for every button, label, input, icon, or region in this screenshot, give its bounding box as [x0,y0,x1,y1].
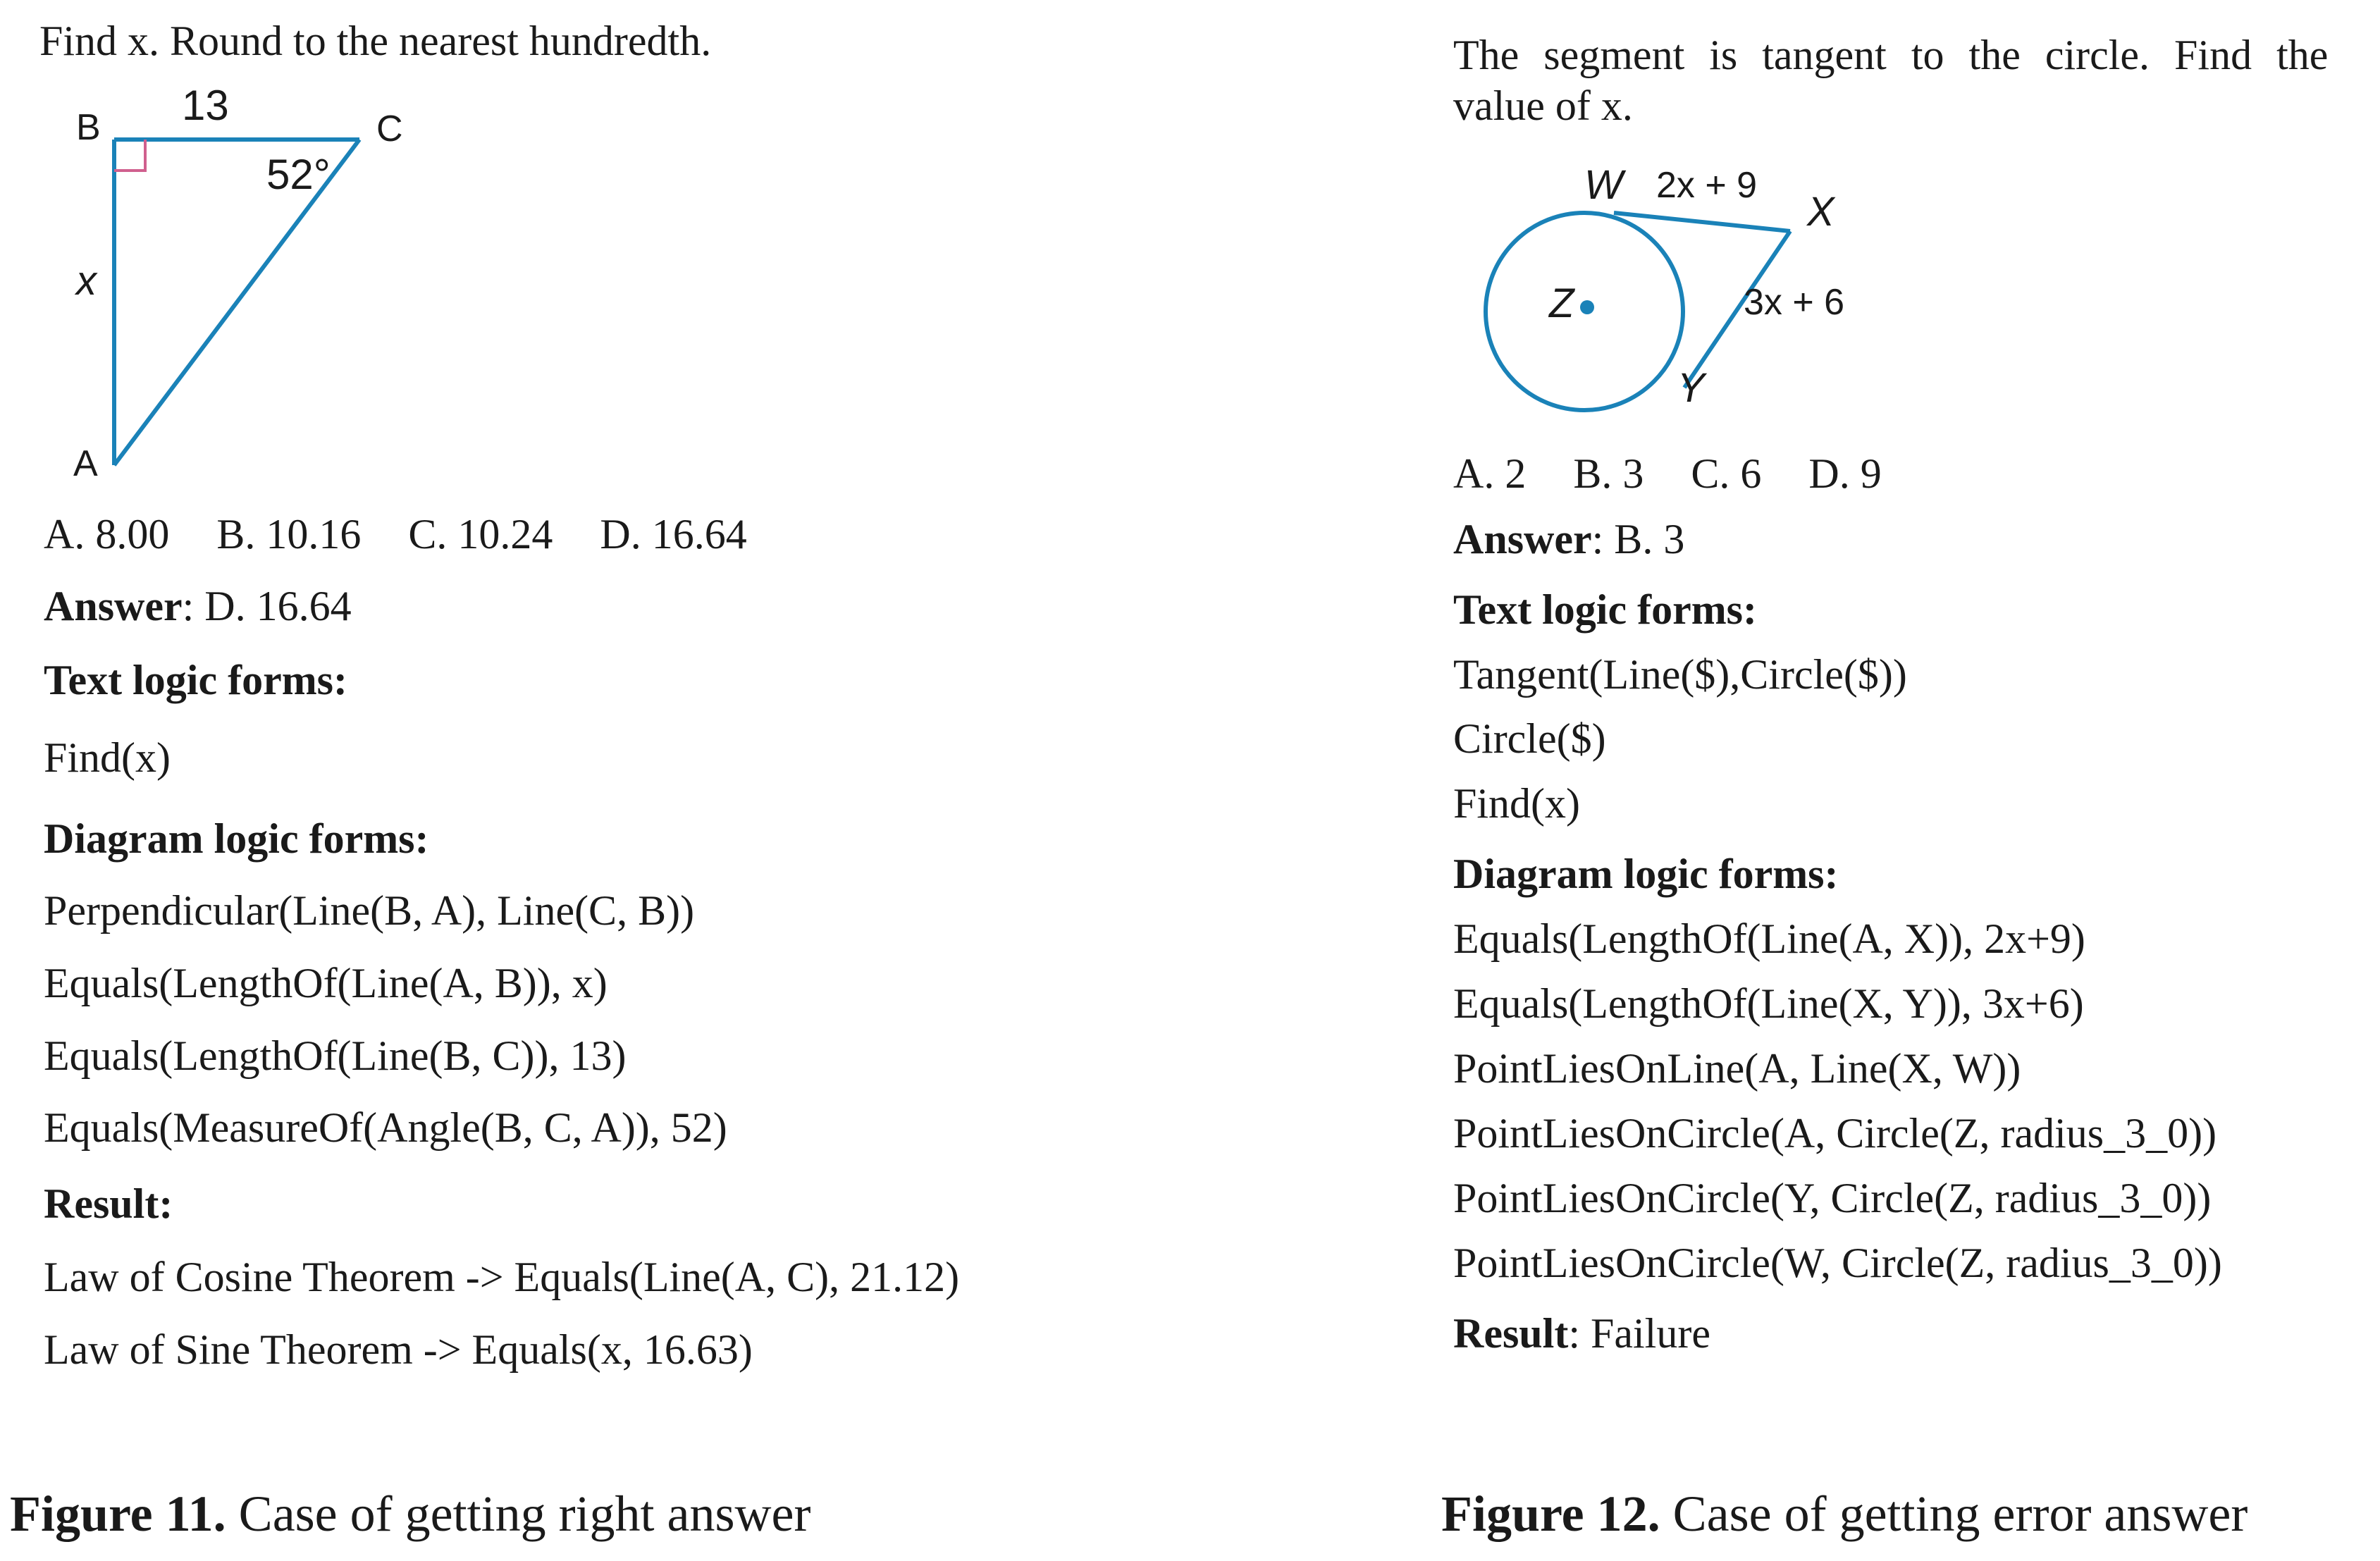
right-diagram-logic-line: Equals(LengthOf(Line(X, Y)), 3x+6) [1453,980,2084,1027]
figure-12-caption [1441,1486,2248,1542]
label-x: X [1807,189,1835,235]
choice-c: C. 10.24 [408,511,553,557]
label-w: W [1584,162,1623,208]
choice-d: D. 9 [1808,450,1882,497]
right-angle-marker [114,140,145,171]
answer-value: : B. 3 [1591,516,1685,562]
right-choices [1453,452,1882,495]
caption-text: Case of getting error answer [1660,1486,2248,1542]
result-heading: Result [1453,1310,1569,1357]
right-diagram-logic-line: Equals(LengthOf(Line(A, X)), 2x+9) [1453,915,2085,962]
label-side-ab: x [76,258,97,304]
right-result [1453,1312,1710,1355]
choice-d: D. 16.64 [600,511,747,557]
left-answer [44,585,352,627]
right-answer [1453,518,1684,560]
choice-a: A. 2 [1453,450,1527,497]
label-side-bc: 13 [182,85,229,129]
label-y: Y [1677,365,1705,411]
answer-label: Answer [1453,516,1592,562]
left-text-logic-heading: Text logic forms: [44,657,348,703]
right-diagram-logic-line: PointLiesOnCircle(Y, Circle(Z, radius_3_0)) [1453,1175,2212,1221]
right-question-line-1: The segment is tangent to the circle. Find the [1453,32,2329,78]
right-circle-diagram [1466,148,1903,444]
answer-label: Answer [44,583,183,629]
result-value: : Failure [1568,1310,1710,1357]
left-diagram-logic-line: Equals(LengthOf(Line(B, C)), 13) [44,1032,627,1079]
label-b: B [76,107,101,148]
left-choices [44,513,747,555]
figure-11-caption [10,1486,811,1542]
right-text-logic-line: Circle($) [1453,715,1606,762]
choice-a: A. 8.00 [44,511,170,557]
right-text-logic-line: Find(x) [1453,780,1580,827]
right-diagram-logic-line: PointLiesOnLine(A, Line(X, W)) [1453,1045,2021,1092]
right-text-logic-line: Tangent(Line($),Circle($)) [1453,651,1907,698]
answer-value: : D. 16.64 [182,583,352,629]
right-diagram-logic-heading: Diagram logic forms: [1453,851,1839,897]
left-diagram-logic-heading: Diagram logic forms: [44,815,429,862]
left-diagram-logic-line: Equals(LengthOf(Line(A, B)), x) [44,960,608,1006]
caption-label: Figure 12. [1441,1486,1660,1542]
label-c: C [376,109,403,149]
right-question-line-2: value of x. [1453,82,1633,129]
label-z: Z [1549,280,1574,326]
label-wx: 2x + 9 [1656,165,1758,206]
left-result-line: Law of Sine Theorem -> Equals(x, 16.63) [44,1326,753,1373]
left-question: Find x. Round to the nearest hundredth. [39,18,712,64]
caption-label: Figure 11. [10,1486,226,1542]
center-point-z [1580,300,1594,314]
choice-b: B. 3 [1573,450,1644,497]
left-result-heading: Result: [44,1180,173,1227]
right-diagram-logic-line: PointLiesOnCircle(A, Circle(Z, radius_3_0)) [1453,1110,2217,1156]
label-xy: 3x + 6 [1744,282,1845,323]
left-text-logic-line: Find(x) [44,734,171,781]
label-a: A [73,443,98,484]
left-result-line: Law of Cosine Theorem -> Equals(Line(A, C), 21.12) [44,1254,960,1300]
choice-c: C. 6 [1691,450,1762,497]
right-text-logic-heading: Text logic forms: [1453,586,1758,633]
choice-b: B. 10.16 [216,511,362,557]
left-triangle-diagram [63,85,430,543]
caption-text: Case of getting right answer [226,1486,811,1542]
label-angle-c: 52° [266,151,331,198]
left-diagram-logic-line: Equals(MeasureOf(Angle(B, C, A)), 52) [44,1104,727,1151]
left-diagram-logic-line: Perpendicular(Line(B, A), Line(C, B)) [44,887,695,934]
right-diagram-logic-line: PointLiesOnCircle(W, Circle(Z, radius_3_0)) [1453,1240,2222,1286]
